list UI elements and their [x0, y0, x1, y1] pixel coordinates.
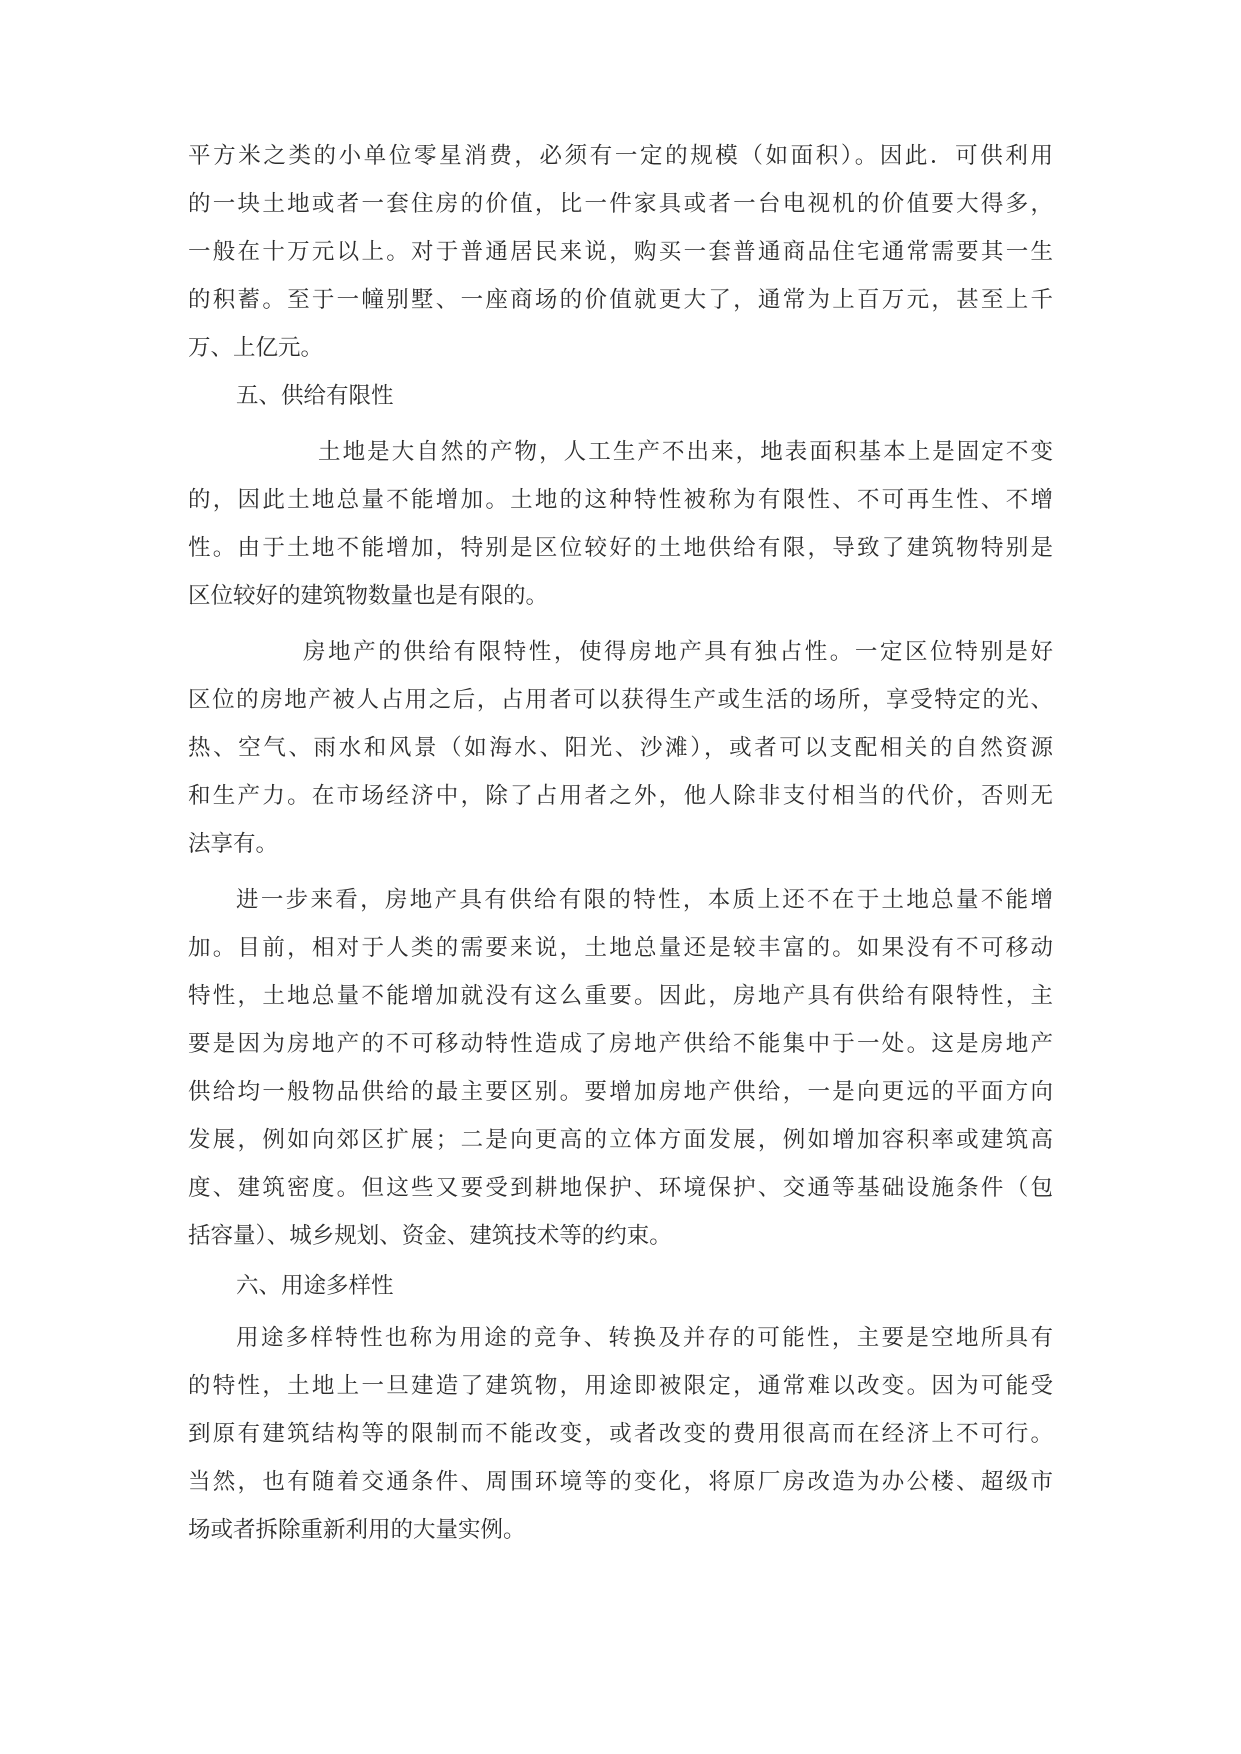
section-heading: 六、用途多样性 [236, 1273, 394, 1299]
text-line: 平方米之类的小单位零星消费，必须有一定的规模（如面积）。因此．可供利用 [188, 143, 1053, 169]
text-line: 的，因此土地总量不能增加。土地的这种特性被称为有限性、不可再生性、不增 [188, 487, 1053, 513]
text-line: 场或者拆除重新利用的大量实例。 [188, 1517, 526, 1543]
text-line: 当然，也有随着交通条件、周围环境等的变化，将原厂房改造为办公楼、超级市 [188, 1469, 1053, 1495]
text-line: 特性，土地总量不能增加就没有这么重要。因此，房地产具有供给有限特性，主 [188, 983, 1053, 1009]
text-line: 用途多样特性也称为用途的竞争、转换及并存的可能性，主要是空地所具有 [236, 1325, 1053, 1351]
text-line: 的特性，土地上一旦建造了建筑物，用途即被限定，通常难以改变。因为可能受 [188, 1373, 1053, 1399]
text-line: 的积蓄。至于一幢别墅、一座商场的价值就更大了，通常为上百万元，甚至上千 [188, 287, 1053, 313]
text-line: 和生产力。在市场经济中，除了占用者之外，他人除非支付相当的代价，否则无 [188, 783, 1053, 809]
text-line: 热、空气、雨水和风景（如海水、阳光、沙滩），或者可以支配相关的自然资源 [188, 735, 1053, 761]
text-line: 发展，例如向郊区扩展；二是向更高的立体方面发展，例如增加容积率或建筑高 [188, 1127, 1053, 1153]
text-line: 房地产的供给有限特性，使得房地产具有独占性。一定区位特别是好 [303, 639, 1053, 665]
text-line: 区位较好的建筑物数量也是有限的。 [188, 583, 549, 609]
text-line: 进一步来看，房地产具有供给有限的特性，本质上还不在于土地总量不能增 [236, 887, 1053, 913]
text-line: 区位的房地产被人占用之后，占用者可以获得生产或生活的场所，享受特定的光、 [188, 687, 1053, 713]
text-line: 的一块土地或者一套住房的价值，比一件家具或者一台电视机的价值要大得多， [188, 191, 1053, 217]
text-line: 加。目前，相对于人类的需要来说，土地总量还是较丰富的。如果没有不可移动 [188, 935, 1053, 961]
text-line: 法享有。 [188, 831, 279, 857]
text-line: 括容量）、城乡规划、资金、建筑技术等的约束。 [188, 1223, 672, 1249]
text-line: 一般在十万元以上。对于普通居民来说，购买一套普通商品住宅通常需要其一生 [188, 239, 1053, 265]
text-line: 性。由于土地不能增加，特别是区位较好的土地供给有限，导致了建筑物特别是 [188, 535, 1053, 561]
text-line: 万、上亿元。 [188, 335, 324, 361]
text-line: 土地是大自然的产物，人工生产不出来，地表面积基本上是固定不变 [318, 439, 1053, 465]
text-line: 到原有建筑结构等的限制而不能改变，或者改变的费用很高而在经济上不可行。 [188, 1421, 1053, 1447]
text-line: 供给均一般物品供给的最主要区别。要增加房地产供给，一是向更远的平面方向 [188, 1079, 1053, 1105]
section-heading: 五、供给有限性 [236, 383, 394, 409]
text-line: 要是因为房地产的不可移动特性造成了房地产供给不能集中于一处。这是房地产 [188, 1031, 1053, 1057]
text-line: 度、建筑密度。但这些又要受到耕地保护、环境保护、交通等基础设施条件（包 [188, 1175, 1053, 1201]
